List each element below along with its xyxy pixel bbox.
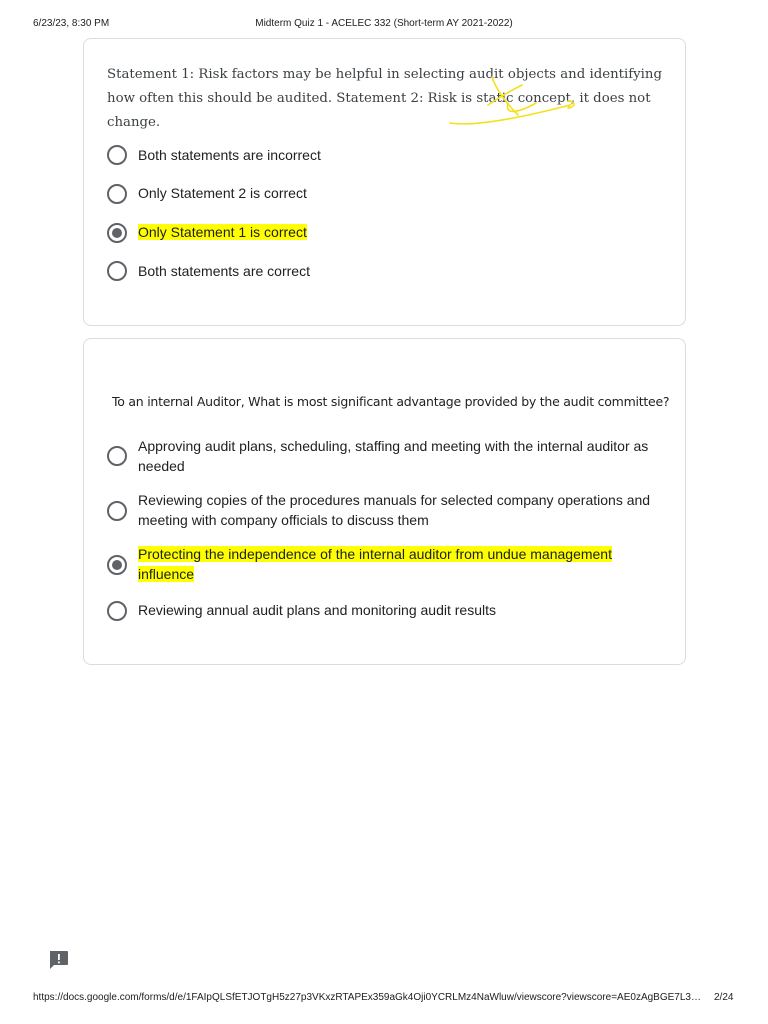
q1-option-4-label: Both statements are correct <box>138 263 310 279</box>
q2-option-2-radio[interactable] <box>107 501 127 521</box>
q1-option-1-radio[interactable] <box>107 145 127 165</box>
question-1-text-part2: it does not change. <box>107 91 651 130</box>
q2-option-3-highlight: Protecting the independence of the internal auditor from undue management influence <box>138 546 612 582</box>
question-1-text-part1: Statement 1: Risk factors may be helpful in selecting audit objects and identifying how often this should be audited. Statement 2: Risk is static concept, <box>107 67 663 106</box>
q1-option-4-radio[interactable] <box>107 261 127 281</box>
radio-selected-dot <box>112 560 122 570</box>
q1-option-3-radio[interactable] <box>107 223 127 243</box>
print-datetime: 6/23/23, 8:30 PM <box>33 18 110 29</box>
q2-option-3-radio[interactable] <box>107 555 127 575</box>
q2-option-2-label: Reviewing copies of the procedures manuals for selected company operations and meeting with company officials to discuss them <box>138 492 651 528</box>
q1-option-3-highlight: Only Statement 1 is correct <box>138 224 307 240</box>
q1-option-3-label <box>138 222 658 242</box>
print-header <box>0 18 768 32</box>
q2-option-4-label: Reviewing annual audit plans and monitoring audit results <box>138 602 496 618</box>
question-1-text <box>107 63 667 135</box>
question-card-1 <box>83 38 686 326</box>
question-card-2 <box>83 338 686 665</box>
q1-option-1-label: Both statements are incorrect <box>138 147 321 163</box>
page-number: 2/24 <box>714 992 734 1003</box>
print-page-title: Midterm Quiz 1 - ACELEC 332 (Short-term AY 2021-2022) <box>255 18 513 29</box>
question-2-text: To an internal Auditor, What is most significant advantage provided by the audit committee? <box>112 394 670 409</box>
q2-option-1-radio[interactable] <box>107 446 127 466</box>
q1-option-2-label: Only Statement 2 is correct <box>138 185 307 201</box>
q2-option-1-label: Approving audit plans, scheduling, staffing and meeting with the internal auditor as needed <box>138 438 649 474</box>
radio-selected-dot <box>112 228 122 238</box>
page-url: https://docs.google.com/forms/d/e/1FAIpQLSfETJOTgH5z27p3VKxzRTAPEx359aGk4Oji0YCRLMz4NaWluw/viewscore?viewscore=AE0zAgBGE7L3… <box>33 992 701 1003</box>
q2-option-4-radio[interactable] <box>107 601 127 621</box>
feedback-icon[interactable] <box>48 950 69 970</box>
q1-option-2-radio[interactable] <box>107 184 127 204</box>
q2-option-3-label <box>138 544 658 584</box>
